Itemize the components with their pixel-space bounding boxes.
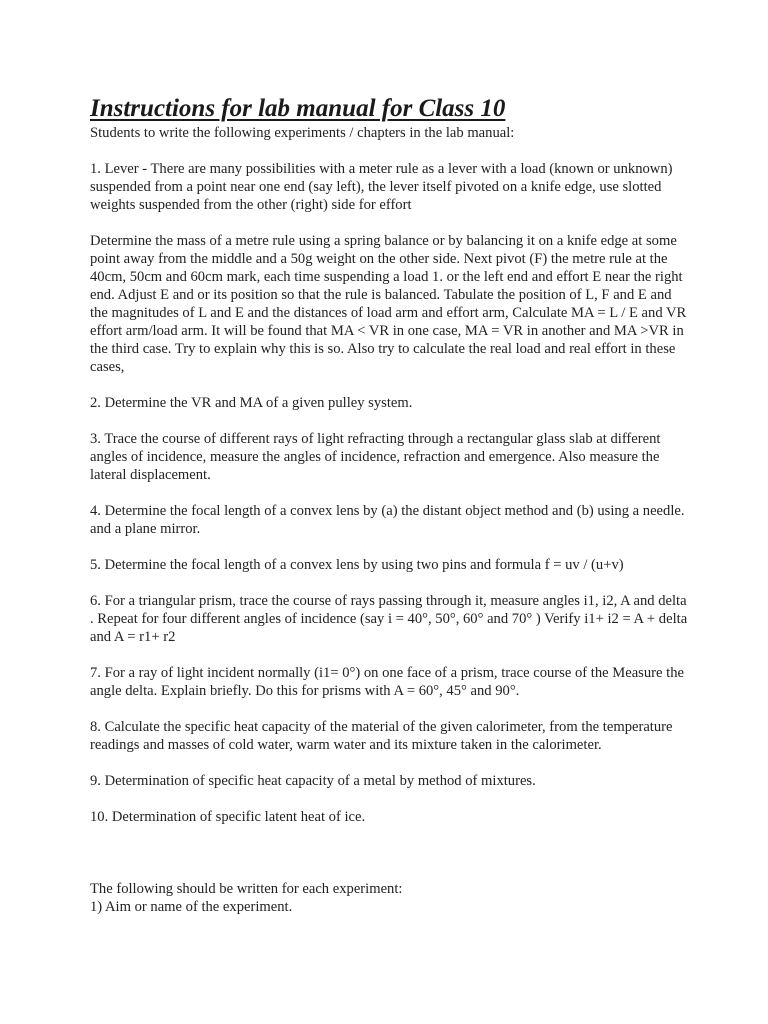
intro-text: Students to write the following experiments / chapters in the lab manual: [90,125,515,141]
paragraph-item-7: 7. For a ray of light incident normally (i1= 0°) on one face of a prism, trace course of the Measure the angle delta. Explain briefly. Do this for prisms with A = 60°, 45° and 90°. [90,665,684,699]
paragraph-item-8: 8. Calculate the specific heat capacity of the material of the given calorimeter, from the temperature readings and masses of cold water, warm water and its mixture taken in the calorimeter. [90,719,673,753]
footer-heading: The following should be written for each experiment: [90,881,403,897]
paragraph-item-4: 4. Determine the focal length of a convex lens by (a) the distant object method and (b) using a needle. and a plane mirror. [90,503,685,537]
paragraph-item-3: 3. Trace the course of different rays of light refracting through a rectangular glass slab at different angles of incidence, measure the angles of incidence, refraction and emergence. Also measure the lateral displacement. [90,431,661,483]
paragraph-item-2: 2. Determine the VR and MA of a given pulley system. [90,395,413,411]
paragraph-item-10: 10. Determination of specific latent heat of ice. [90,809,366,825]
document-page [90,94,690,916]
paragraph-item-5: 5. Determine the focal length of a convex lens by using two pins and formula f = uv / (u+v) [90,557,624,573]
paragraph-lever-details: Determine the mass of a metre rule using a spring balance or by balancing it on a knife edge at some point away from the middle and a 50g weight on the other side. Next pivot (F) the metre rule at the 40cm, 50cm and 60cm mark, each time suspending a load 1. or the left end and effort E near the right end. Adjust E and or its position so that the rule is balanced. Tabulate the position of L, F and E and the magnitudes of L and E and the distances of load arm and effort arm, Calculate MA = L / E and VR effort arm/load arm. It will be found that MA < VR in one case, MA = VR in another and MA >VR in the third case. Try to explain why this is so. Also try to calculate the real load and real effort in these cases, [90,233,687,375]
paragraph-item-6: 6. For a triangular prism, trace the course of rays passing through it, measure angles i1, i2, A and delta . Repeat for four different angles of incidence (say i = 40°, 50°, 60° and 70° ) Verify i1+ i2 = A + delta and A = r1+ r2 [90,593,688,645]
footer-item: 1) Aim or name of the experiment. [90,899,293,915]
document-title: Instructions for lab manual for Class 10 [90,95,506,122]
paragraph-lever: 1. Lever - There are many possibilities with a meter rule as a lever with a load (known or unknown) suspended from a point near one end (say left), the lever itself pivoted on a knife edge, use slotted weights suspended from the other (right) side for effort [90,161,673,213]
paragraph-item-9: 9. Determination of specific heat capacity of a metal by method of mixtures. [90,773,536,789]
